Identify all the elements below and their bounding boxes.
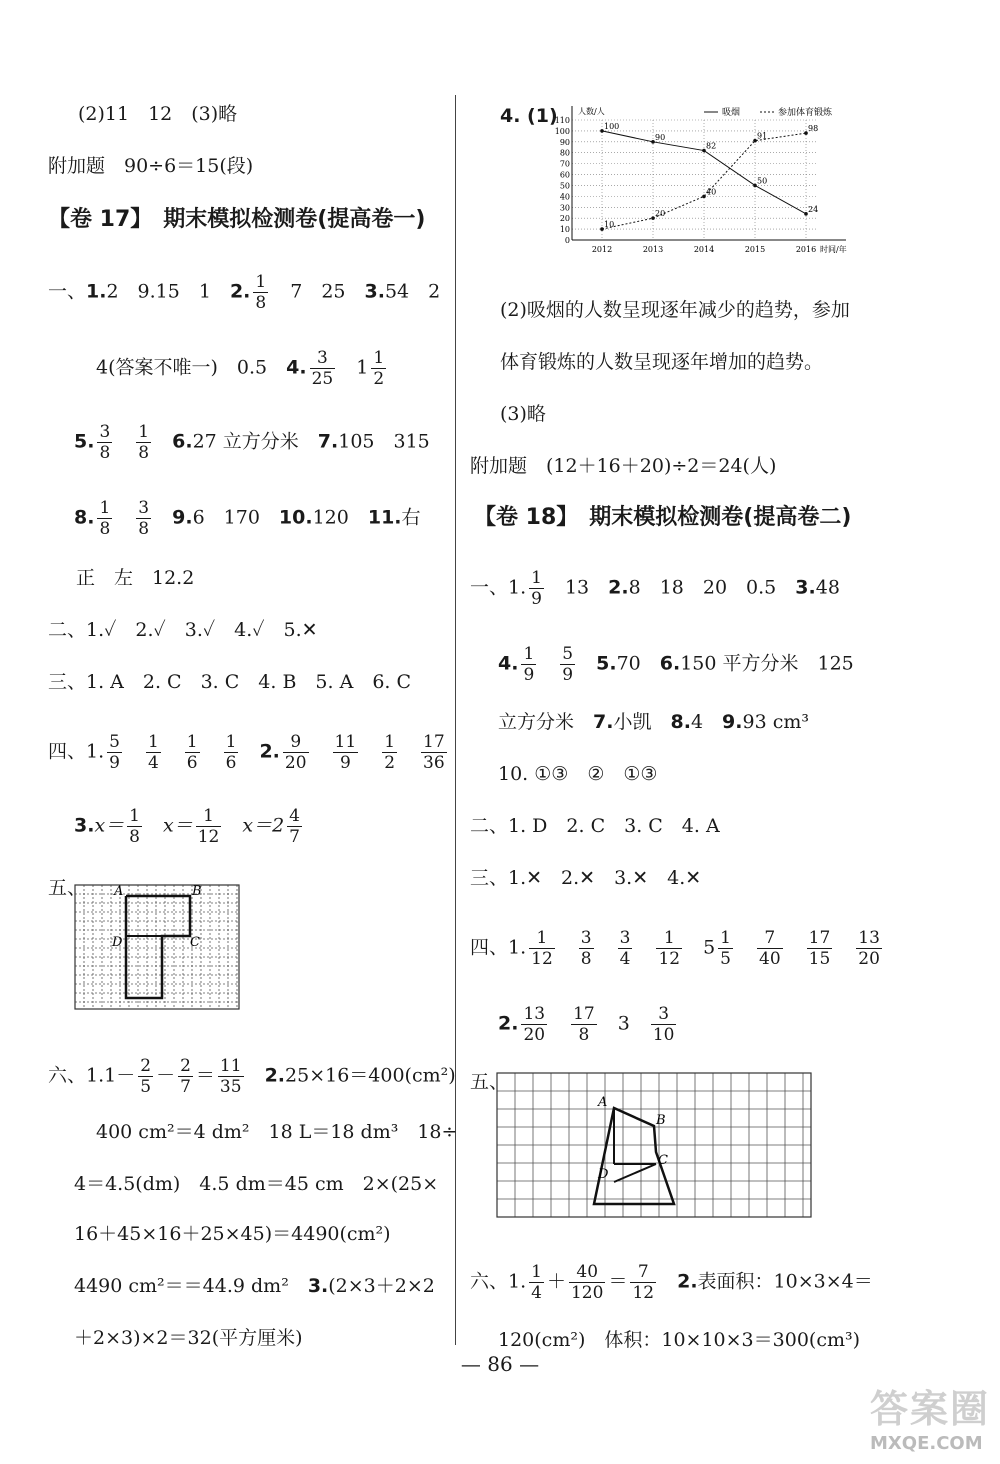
figure-outline: [126, 896, 190, 998]
fraction: $\frac{1}{12}$: [658, 928, 681, 969]
fraction: $\frac{17}{8}$: [573, 1004, 595, 1045]
point-label-a: A: [598, 1095, 608, 1110]
data-label: 40: [706, 187, 717, 197]
y-tick-label: 90: [559, 137, 570, 147]
answer-line: 四、1. $\frac{5}{9}$ $\frac{1}{4}$ $\frac{1}{6}$ $\frac{1}{6}$ 2. $\frac{9}{20}$ $\frac{11}{9}$ $\frac{1}{2}$ $\frac{17}{36}$: [48, 732, 445, 773]
y-tick-label: 70: [559, 159, 570, 169]
y-tick-label: 110: [554, 116, 570, 125]
fraction: $\frac{11}{35}$: [219, 1056, 242, 1097]
answer-line: (2)吸烟的人数呈现逐年减少的趋势，参加: [500, 299, 850, 321]
data-label: 90: [655, 132, 666, 142]
data-label: 91: [757, 131, 768, 141]
point-label-b: B: [656, 1113, 666, 1128]
x-tick-label: 2014: [693, 245, 715, 254]
answer-line: 5. $\frac{3}{8}$ $\frac{1}{8}$ 6.27 立方分米 7.105 315: [74, 422, 430, 463]
x-tick-label: 2016: [795, 245, 817, 254]
fraction: $\frac{5}{9}$: [109, 732, 120, 773]
fraction: $\frac{3}{8}$: [99, 422, 111, 463]
line-chart: [554, 104, 924, 264]
answer-line: 体育锻炼的人数呈现逐年增加的趋势。: [500, 351, 824, 373]
fraction: $\frac{1}{5}$: [720, 928, 731, 969]
x-tick-label: 2013: [642, 245, 664, 254]
grid-figure-17: [74, 884, 242, 1012]
bonus-answer: 附加题 (12＋16＋20)÷2＝24(人): [470, 455, 777, 477]
fraction: $\frac{1}{12}$: [197, 806, 220, 847]
fraction: $\frac{1}{2}$: [384, 732, 396, 773]
fraction: $\frac{3}{8}$: [580, 928, 592, 969]
answer-line: 10. ①③ ② ①③: [498, 763, 658, 785]
fraction: $\frac{1}{9}$: [523, 644, 535, 685]
answer-line: 三、1. A 2. C 3. C 4. B 5. A 6. C: [48, 671, 412, 693]
y-tick-label: 40: [559, 192, 570, 202]
fraction: $\frac{3}{4}$: [619, 928, 631, 969]
fraction: $\frac{1}{6}$: [225, 732, 237, 773]
fraction: $\frac{1}{4}$: [531, 1262, 542, 1303]
fraction: $\frac{1}{2}$: [373, 348, 385, 389]
y-tick-label: 60: [559, 170, 570, 180]
answer-line: 8. $\frac{1}{8}$ $\frac{3}{8}$ 9.6 170 10.120 11.右: [74, 498, 421, 539]
answer-line: 120(cm²) 体积：10×10×3＝300(cm³): [498, 1329, 861, 1351]
fraction: $\frac{17}{15}$: [808, 928, 831, 969]
y-tick-label: 30: [559, 203, 570, 213]
data-label: 10: [604, 220, 615, 230]
bonus-answer: 附加题 90÷6＝15(段): [48, 155, 254, 177]
answer-line: 一、1. $\frac{1}{9}$ 13 2.8 18 20 0.5 3.48: [470, 568, 840, 609]
y-tick-label: 0: [564, 236, 570, 245]
data-label: 100: [604, 121, 620, 131]
data-label: 20: [655, 209, 666, 219]
data-label: 50: [757, 176, 768, 186]
fraction: $\frac{1}{9}$: [531, 568, 542, 609]
answer-line: (2)11 12 (3)略: [78, 103, 238, 125]
answer-line: 正 左 12.2: [76, 567, 195, 589]
y-tick-label: 100: [554, 126, 570, 136]
x-tick-label: 2015: [744, 245, 766, 254]
x-axis-label: 时间/年: [820, 245, 847, 254]
answer-line: ＋2×3)×2＝32(平方厘米): [74, 1327, 303, 1349]
section-title-17: 【卷 17】 期末模拟检测卷(提高卷一): [48, 207, 426, 232]
answer-line: 六、1.1－ $\frac{2}{5}$ － $\frac{2}{7}$ ＝ $\frac{11}{35}$ 2.25×16＝400(cm²): [48, 1056, 456, 1097]
answer-line: 4. $\frac{1}{9}$ $\frac{5}{9}$ 5.70 6.150 平方分米 125: [498, 644, 854, 685]
fraction: $\frac{1}{8}$: [99, 498, 111, 539]
data-label: 98: [808, 124, 819, 134]
grid-figure-18: [496, 1072, 814, 1220]
answer-line: 4(答案不唯一) 0.5 4. $\frac{3}{25}$ 1 $\frac{1}{2}$: [96, 348, 385, 389]
section-title-18: 【卷 18】 期末模拟检测卷(提高卷二): [474, 505, 852, 530]
y-tick-label: 80: [559, 148, 570, 158]
fraction: $\frac{1}{12}$: [531, 928, 553, 969]
fraction: $\frac{1}{8}$: [255, 272, 267, 313]
page-number: — 86 —: [460, 1352, 540, 1376]
legend-entry: 参加体育锻炼: [778, 108, 833, 118]
y-tick-label: 50: [559, 181, 570, 191]
answer-line: 2. $\frac{13}{20}$ $\frac{17}{8}$ 3 $\frac{3}{10}$: [498, 1004, 675, 1045]
point-label-a: A: [114, 884, 124, 899]
fraction: $\frac{3}{8}$: [138, 498, 150, 539]
fraction: $\frac{1}{4}$: [147, 732, 159, 773]
question-4-label: 4. (1): [500, 105, 558, 127]
fraction: $\frac{1}{8}$: [129, 806, 140, 847]
answer-line: 三、1.✕ 2.✕ 3.✕ 4.✕: [470, 867, 702, 889]
answer-line: (3)略: [500, 403, 546, 425]
data-label: 24: [808, 204, 819, 214]
answer-line: 一、1.2 9.15 1 2. $\frac{1}{8}$ 7 25 3.54 2: [48, 272, 441, 313]
column-divider: [455, 95, 456, 1345]
point-label-d: D: [112, 935, 123, 950]
section-label: 五、: [48, 877, 87, 899]
point-label-b: B: [192, 884, 202, 899]
fraction: $\frac{40}{120}$: [570, 1262, 604, 1303]
y-tick-label: 20: [559, 214, 570, 224]
fraction: $\frac{2}{7}$: [180, 1056, 191, 1097]
fraction: $\frac{17}{36}$: [423, 732, 445, 773]
fraction: $\frac{9}{20}$: [284, 732, 307, 773]
y-tick-label: 10: [559, 225, 570, 235]
point-label-d: D: [598, 1167, 609, 1182]
section-label: 五、: [470, 1071, 509, 1093]
fraction: $\frac{13}{20}$: [858, 928, 880, 969]
fraction: $\frac{3}{25}$: [311, 348, 334, 389]
fraction: $\frac{7}{40}$: [759, 928, 781, 969]
answer-line: 立方分米 7.小凯 8.4 9.93 cm³: [498, 711, 809, 733]
legend-entry: 吸烟: [722, 108, 741, 118]
fraction: $\frac{11}{9}$: [334, 732, 357, 773]
answer-line: 四、1. $\frac{1}{12}$ $\frac{3}{8}$ $\frac{3}{4}$ $\frac{1}{12}$ 5 $\frac{1}{5}$ $\frac{7}{40}$ $\frac{17}{15}$ $\frac{13}{20}$: [470, 928, 880, 969]
fraction: $\frac{3}{10}$: [652, 1004, 675, 1045]
answer-line: 400 cm²＝4 dm² 18 L＝18 dm³ 18÷: [96, 1121, 458, 1143]
fraction: $\frac{1}{8}$: [138, 422, 150, 463]
fraction: $\frac{5}{9}$: [562, 644, 574, 685]
fraction: $\frac{4}{7}$: [289, 806, 300, 847]
answer-line: 4490 cm²＝＝44.9 dm² 3.(2×3＋2×2: [74, 1275, 435, 1297]
fraction: $\frac{13}{20}$: [523, 1004, 546, 1045]
data-label: 82: [706, 141, 717, 151]
answer-line: 4＝4.5(dm) 4.5 dm＝45 cm 2×(25×: [74, 1173, 439, 1195]
answer-line: 六、1. $\frac{1}{4}$ ＋ $\frac{40}{120}$ ＝ $\frac{7}{12}$ 2.表面积：10×3×4＝: [470, 1262, 873, 1303]
answer-line: 二、1. D 2. C 3. C 4. A: [470, 815, 720, 837]
answer-line: 二、1.✓ 2.✓ 3.✓ 4.✓ 5.✕: [48, 619, 318, 641]
watermark-logo: 答案圈 MXQE.COM: [869, 1387, 990, 1454]
fraction: $\frac{1}{6}$: [186, 732, 198, 773]
fraction: $\frac{7}{12}$: [632, 1262, 655, 1303]
point-label-c: C: [658, 1153, 668, 1168]
answer-line: 16＋45×16＋25×45)＝4490(cm²): [74, 1223, 391, 1245]
answer-line: 3.x＝ $\frac{1}{8}$ x＝ $\frac{1}{12}$ x＝2 $\frac{4}{7}$: [74, 806, 300, 847]
y-axis-label: 人数/人: [578, 107, 605, 116]
point-label-c: C: [190, 935, 200, 950]
fraction: $\frac{2}{5}$: [140, 1056, 152, 1097]
x-tick-label: 2012: [591, 245, 613, 254]
